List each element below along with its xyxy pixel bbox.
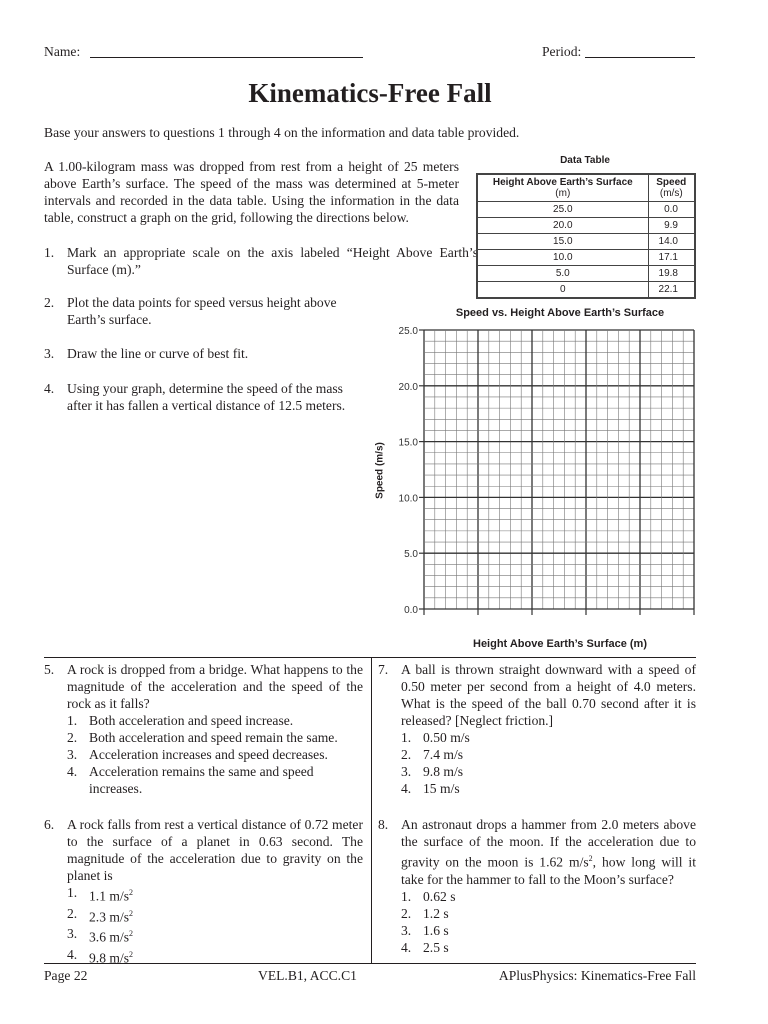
table-row <box>477 250 695 266</box>
name-label: Name: <box>44 44 81 59</box>
question-5: 5. A rock is dropped from a bridge. What happens to the magnitude of the acceleration and the speed of the rock as it falls? 1. Both acceleration and speed increase. 2. Both acceleration and speed remain the same. 3. Acceleration increases and speed decreases. 4. Acceleration remains the same and speed increases. <box>44 662 363 796</box>
answer-option[interactable]: 2. Both acceleration and speed remain the same. <box>67 730 338 745</box>
question-4: 4. Using your graph, determine the speed of the mass after it has fallen a vertical distance of 12.5 meters. <box>44 381 346 413</box>
table-row <box>477 202 695 218</box>
table-row <box>477 234 695 250</box>
answer-option[interactable]: 1. 0.50 m/s <box>401 730 470 745</box>
col-speed-header: Speed (m/s) <box>648 174 695 202</box>
answer-option[interactable]: 4. 9.8 $m/s^2$ <box>67 946 134 966</box>
answer-option[interactable]: 1. 1.1 $m/s^2$ <box>67 885 134 904</box>
data-table <box>476 173 696 299</box>
answer-option[interactable]: 3. 3.6 $m/s^2$ <box>67 926 134 945</box>
answer-option[interactable]: 4. Acceleration remains the same and speed increases. <box>67 764 314 796</box>
y-tick-label: 10.0 <box>398 493 418 505</box>
question-7: 7. A ball is thrown straight downward with a speed of 0.50 meter per second from a height of 4.0 meters. What is the speed of the ball 0.70 second after it is released? [Neglect friction.] 1. 0.50 m/s 2. 7.4 m/s 3. 9.8 m/s 4. 15 m/s <box>378 662 696 796</box>
answer-option[interactable]: 2. 7.4 m/s <box>401 747 464 762</box>
height-cell: 10.0 <box>477 250 648 266</box>
footer-page: Page 22 <box>44 968 88 983</box>
answer-option[interactable]: 3. 9.8 m/s <box>401 764 464 779</box>
y-axis-label: Speed (m/s) <box>374 442 386 499</box>
scenario-text: A 1.00-kilogram mass was dropped from rest from a height of 25 meters above Earth’s surface. The speed of the mass was determined at 5-meter intervals and recorded in the data table. Using the information in the data table, construct a graph on the grid, following the directions below. <box>44 159 459 225</box>
data-table-title: Data Table <box>560 155 610 166</box>
answer-option[interactable]: 4. 2.5 s <box>401 939 449 955</box>
question-3: 3. Draw the line or curve of best fit. <box>44 346 249 361</box>
col-height-header: Height Above Earth’s Surface (m) <box>477 174 648 202</box>
table-row <box>477 266 695 282</box>
y-tick-label: 0.0 <box>404 605 418 616</box>
question-1: 1. Mark an appropriate scale on the axis labeled “Height Above Earth’s Surface (m).” <box>44 245 478 277</box>
table-row <box>477 218 695 234</box>
period-field[interactable] <box>585 57 695 58</box>
options-6 <box>67 884 363 966</box>
options-5 <box>67 712 363 797</box>
options-8 <box>401 888 696 956</box>
answer-option[interactable]: 1. 0.62 s <box>401 888 456 904</box>
footer-source: APlusPhysics: Kinematics-Free Fall <box>498 968 696 983</box>
graph-grid[interactable] <box>370 322 700 622</box>
options-7 <box>401 729 696 797</box>
period-label: Period: <box>542 44 582 59</box>
divider-top <box>44 657 696 658</box>
table-row <box>477 282 695 299</box>
height-cell: 15.0 <box>477 234 648 250</box>
x-axis-label: Height Above Earth’s Surface (m) <box>473 638 647 650</box>
speed-cell: 22.1 <box>648 282 695 299</box>
answer-option[interactable]: 3. 1.6 s <box>401 922 449 938</box>
speed-cell: 14.0 <box>648 234 695 250</box>
name-field[interactable] <box>90 57 363 58</box>
y-tick-label: 15.0 <box>398 437 418 449</box>
answer-option[interactable]: 2. 1.2 s <box>401 905 449 921</box>
height-cell: 20.0 <box>477 218 648 234</box>
answer-option[interactable]: 4. 15 m/s <box>401 781 460 796</box>
question-8: 8. An astronaut drops a hammer from 2.0 meters above the surface of the moon. If the acceleration due to gravity on the moon is 1.62 $m/s^2$, how long will it take for the hammer to fall to the Moon’s surface? 1. 0.62 s 2. 1.2 s 3. 1.6 s 4. 2.5 s <box>378 817 696 955</box>
answer-option[interactable]: 3. Acceleration increases and speed decreases. <box>67 747 328 762</box>
speed-cell: 17.1 <box>648 250 695 266</box>
y-tick-label: 25.0 <box>398 326 418 337</box>
footer-codes: VEL.B1, ACC.C1 <box>258 968 357 983</box>
y-tick-label: 5.0 <box>404 549 418 561</box>
intro-text: Base your answers to questions 1 through 4 on the information and data table provided. <box>44 125 520 140</box>
graph-title: Speed vs. Height Above Earth’s Surface <box>455 307 665 319</box>
divider-vertical <box>371 657 372 963</box>
height-cell: 25.0 <box>477 202 648 218</box>
height-cell: 5.0 <box>477 266 648 282</box>
speed-cell: 0.0 <box>648 202 695 218</box>
speed-cell: 19.8 <box>648 266 695 282</box>
y-tick-label: 20.0 <box>398 381 418 393</box>
question-2: 2. Plot the data points for speed versus height above Earth’s surface. <box>44 295 337 327</box>
speed-cell: 9.9 <box>648 218 695 234</box>
height-cell: 0 <box>477 282 648 299</box>
question-6: 6. A rock falls from rest a vertical distance of 0.72 meter to the surface of a planet in 0.63 second. The magnitude of the acceleration due to gravity on the planet is 1. 1.1 $m/s^2$ 2. 2.3 $m/s^2$ 3. 3.6 $m/s^2$ 4. 9.8 $m/s^2$ <box>44 817 363 966</box>
answer-option[interactable]: 2. 2.3 $m/s^2$ <box>67 905 134 925</box>
page-title: Kinematics-Free Fall <box>248 78 492 108</box>
answer-option[interactable]: 1. Both acceleration and speed increase. <box>67 713 294 728</box>
